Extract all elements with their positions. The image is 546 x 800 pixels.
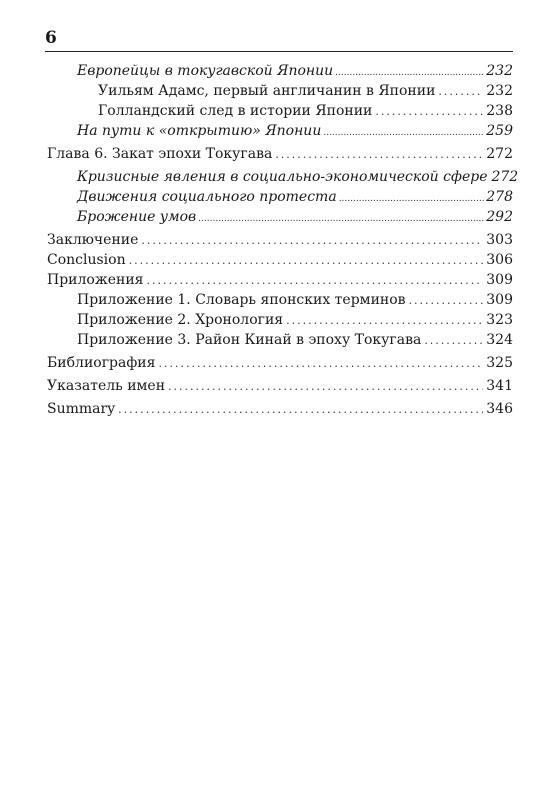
toc-entry-title: На пути к «открытию» Японии bbox=[77, 123, 322, 139]
toc-entry-page: 323 bbox=[486, 312, 513, 328]
dot-leader bbox=[286, 311, 483, 330]
toc-entry-page: 324 bbox=[486, 332, 513, 348]
toc-entry bbox=[77, 208, 513, 227]
toc-entry-page: 303 bbox=[486, 232, 513, 248]
toc-entry-page: 306 bbox=[486, 252, 513, 268]
dot-leader bbox=[118, 400, 483, 419]
dot-leader bbox=[146, 271, 483, 290]
toc-entry bbox=[77, 62, 513, 81]
dot-leader bbox=[168, 377, 483, 396]
toc-entry-title: Уильям Адамс, первый англичанин в Японии bbox=[98, 83, 436, 99]
dot-leader bbox=[438, 82, 483, 101]
toc-entry-page: 238 bbox=[486, 103, 513, 119]
toc-entry-page: 232 bbox=[486, 63, 513, 79]
toc-entry bbox=[47, 354, 513, 373]
dot-leader bbox=[339, 190, 485, 209]
toc-entry-title: Глава 6. Закат эпохи Токугава bbox=[47, 146, 273, 162]
toc-entry-title: Приложение 1. Словарь японских терминов bbox=[77, 292, 406, 308]
toc-entry bbox=[98, 102, 513, 121]
dot-leader bbox=[424, 331, 483, 350]
toc-entry-title: Указатель имен bbox=[47, 378, 166, 394]
dot-leader bbox=[158, 354, 483, 373]
toc-entry-page: 272 bbox=[491, 169, 519, 185]
toc-entry bbox=[77, 311, 513, 330]
toc-entry bbox=[98, 82, 513, 101]
toc-entry bbox=[47, 400, 513, 419]
toc-entry-title: Приложения bbox=[47, 272, 144, 288]
toc-entry-title: Приложение 3. Район Кинай в эпоху Токугава bbox=[77, 332, 422, 348]
toc-entry bbox=[47, 271, 513, 290]
toc-entry bbox=[77, 291, 513, 310]
toc-entry-title: Библиография bbox=[47, 355, 156, 371]
dot-leader bbox=[409, 291, 484, 310]
page-number: 6 bbox=[45, 28, 57, 48]
toc-entry-title: Conclusion bbox=[47, 252, 126, 268]
toc-entry-title: Европейцы в токугавской Японии bbox=[77, 63, 334, 79]
dot-leader bbox=[335, 64, 484, 83]
toc-entry-page: 259 bbox=[486, 123, 513, 139]
dot-leader bbox=[129, 251, 484, 270]
toc-entry-title: Заключение bbox=[47, 232, 139, 248]
dot-leader bbox=[323, 124, 484, 143]
toc-entry-page: 272 bbox=[486, 146, 513, 162]
toc-entry-title: Summary bbox=[47, 401, 116, 417]
dot-leader bbox=[375, 102, 483, 121]
toc-entry-title: Брожение умов bbox=[77, 209, 197, 225]
toc-entry-page: 341 bbox=[486, 378, 513, 394]
toc-entry-page: 346 bbox=[486, 401, 513, 417]
toc-entry bbox=[77, 188, 513, 207]
toc-entry bbox=[77, 331, 513, 350]
toc-entry-page: 232 bbox=[486, 83, 513, 99]
header-rule bbox=[45, 51, 513, 52]
dot-leader bbox=[141, 231, 483, 250]
toc-entry-title: Голландский след в истории Японии bbox=[98, 103, 373, 119]
toc-entry-page: 292 bbox=[486, 209, 513, 225]
dot-leader bbox=[275, 145, 483, 164]
toc-entry-page: 325 bbox=[486, 355, 513, 371]
toc-entry bbox=[47, 251, 513, 270]
toc-entry-title: Движения социального протеста bbox=[77, 189, 337, 205]
toc-entry-title: Кризисные явления в социально-экономической сфере bbox=[77, 169, 488, 185]
toc-entry bbox=[47, 231, 513, 250]
toc-entry-page: 309 bbox=[486, 272, 513, 288]
toc-entry bbox=[47, 145, 513, 164]
toc-entry-title: Приложение 2. Хронология bbox=[77, 312, 284, 328]
toc-entry-page: 309 bbox=[486, 292, 513, 308]
dot-leader bbox=[198, 210, 484, 229]
toc-entry bbox=[77, 168, 519, 187]
toc-entry-page: 278 bbox=[486, 189, 513, 205]
toc-entry bbox=[47, 377, 513, 396]
toc-entry bbox=[77, 122, 513, 141]
